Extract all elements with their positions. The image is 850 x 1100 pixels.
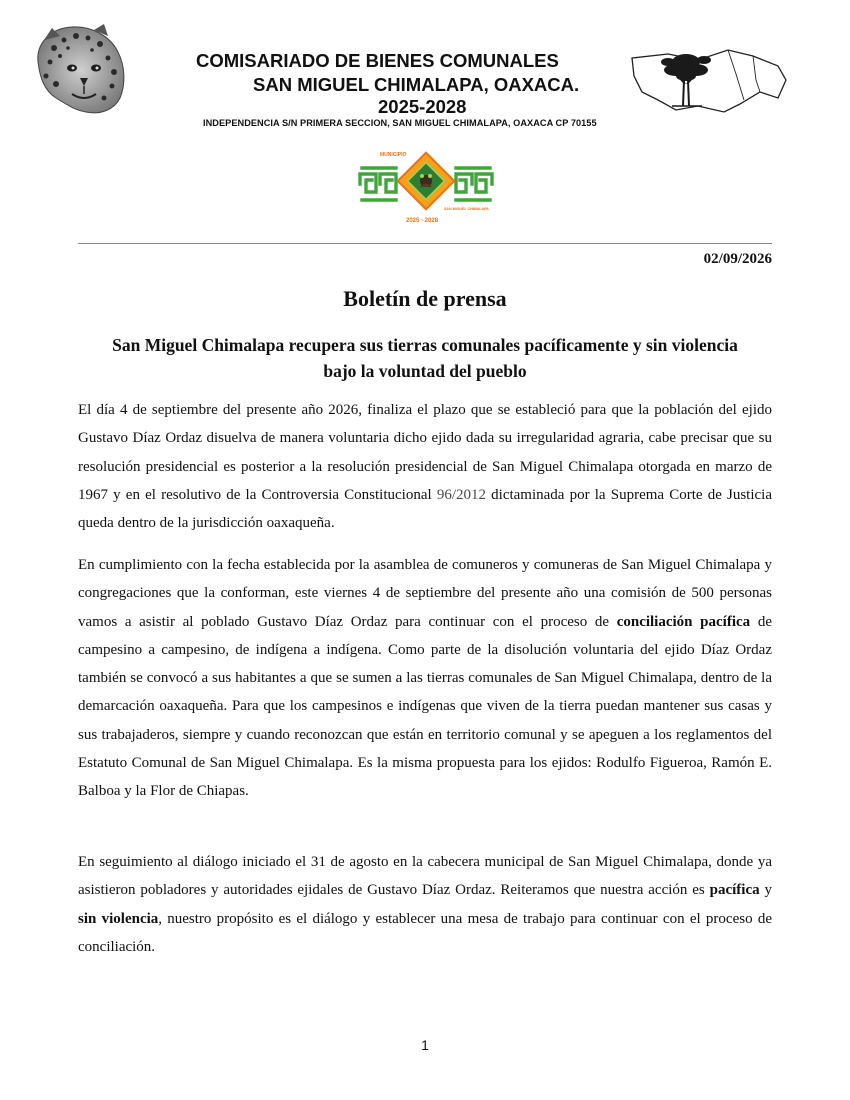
territory-map-with-tree-logo	[628, 40, 793, 122]
paragraph-2-text-b: de campesino a campesino, de indígena a indígena. Como parte de la disolución voluntaria del ejido Díaz Ordaz también se convocó a sus habitantes a que se sumen a las tierras comunales de San Miguel Chimalapa, dentro de la demarcación oaxaqueña. Para que los campesinos e indígenas que viven de la tierra puedan mantener sus casas y sus trabajaderos, siempre y cuando reconozcan que están en territorio comunal y se apeguen a los reglamentos del Estatuto Comunal de San Miguel Chimalapa. Es la misma propuesta para los ejidos: Rodulfo Figueroa, Ramón E. Balboa y la Flor de Chiapas.	[78, 613, 772, 800]
paragraph-3-text-a: En seguimiento al diálogo iniciado el 31 de agosto en la cabecera municipal de San Miguel Chimalapa, donde ya asistieron pobladores y autoridades ejidales de Gustavo Díaz Ordaz. Reiteramos que nuestra acción es	[78, 854, 772, 899]
jaguar-head-logo	[30, 22, 130, 117]
paragraph-3-bold-2: sin violencia	[78, 910, 159, 927]
emblem-years-label: 2025 - 2028	[406, 218, 439, 224]
paragraph-1	[78, 396, 772, 537]
page-number: 1	[421, 1037, 429, 1053]
paragraph-2-bold: conciliación pacífica	[616, 613, 751, 630]
paragraph-1-text-a: El día 4 de septiembre del presente año 2026, finaliza el plazo que se estableció para que la población del ejido Gustavo Díaz Ordaz disuelva de manera voluntaria dicho ejido dada su irregularidad agraria, cabe precisar que su resolución presidencial es posterior a la resolución presidencial de San Miguel Chimalapa otorgada en marzo de 1967 y en el resolutivo de la Controversia Constitucional	[78, 402, 772, 503]
paragraph-3-bold-1: pacífica	[709, 882, 760, 899]
header-divider	[78, 243, 772, 244]
emblem-municipality-label: SAN MIGUEL CHIMALAPA	[444, 207, 489, 211]
header-address: INDEPENDENCIA S/N PRIMERA SECCION, SAN MIGUEL CHIMALAPA, OAXACA CP 70155	[203, 118, 597, 128]
municipal-emblem-logo	[350, 140, 502, 235]
paragraph-3	[78, 848, 772, 961]
paragraph-2-text-a: En cumplimiento con la fecha establecida por la asamblea de comuneros y comuneras de San Miguel Chimalapa y congregaciones que la conforman, este viernes 4 de septiembre del presente año una comisión de 500 personas vamos a asistir al poblado Gustavo Díaz Ordaz para continuar con el proceso de	[78, 557, 772, 630]
header-period: 2025-2028	[378, 96, 467, 117]
paragraph-2	[78, 551, 772, 806]
paragraph-1-text-b: dictaminada por la Suprema Corte de Justicia queda dentro de la jurisdicción oaxaqueña.	[78, 486, 772, 532]
document-date: 02/09/2026	[703, 251, 772, 267]
document-title: Boletín de prensa	[343, 286, 507, 311]
paragraph-3-text-b: , nuestro propósito es el diálogo y establecer una mesa de trabajo para continuar con el proceso de conciliación.	[78, 910, 772, 955]
controversy-reference: 96/2012	[436, 486, 486, 503]
emblem-municipio-label: MUNICIPIO	[380, 152, 407, 158]
document-subtitle: San Miguel Chimalapa recupera sus tierras comunales pacíficamente y sin violencia bajo la voluntad del pueblo	[112, 335, 738, 381]
header-location: SAN MIGUEL CHIMALAPA, OAXACA.	[253, 74, 580, 95]
header-organization-name: COMISARIADO DE BIENES COMUNALES	[196, 50, 559, 71]
paragraph-3-text-mid: y	[759, 882, 773, 899]
